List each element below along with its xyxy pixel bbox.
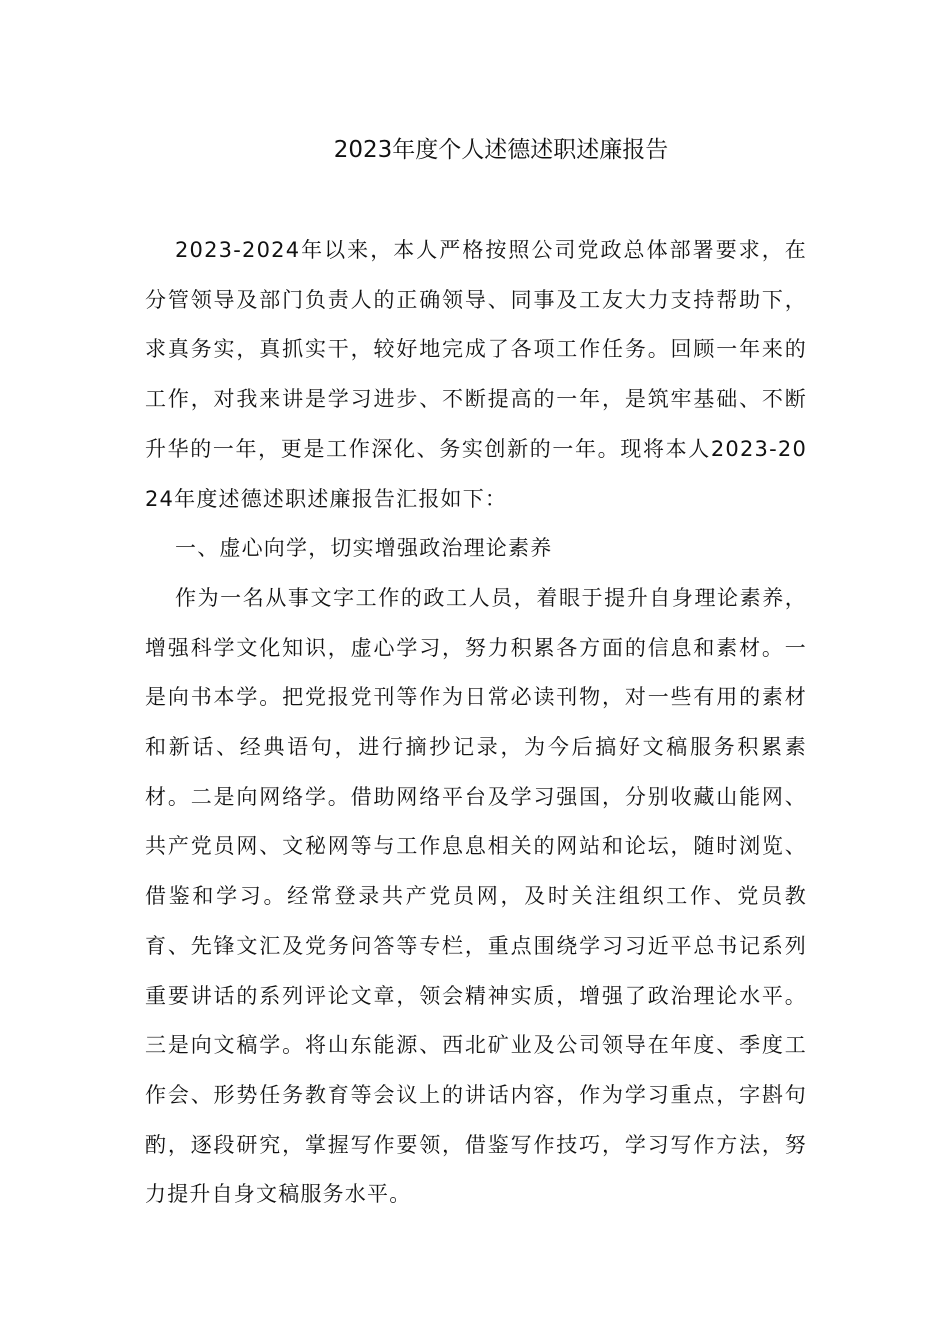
section-heading-1: 一、虚心向学，切实增强政治理论素养 [175, 536, 553, 561]
document-body [145, 226, 807, 1220]
section-1-paragraph: 作为一名从事文字工作的政工人员，着眼于提升自身理论素养，增强科学文化知识，虚心学习，努力积累各方面的信息和素材。一是向书本学。把党报党刊等作为日常必读刊物，对一些有用的素材和新话、经典语句，进行摘抄记录，为今后搞好文稿服务积累素材。二是向网络学。借助网络平台及学习强国，分别收藏山能网、共产党员网、文秘网等与工作息息相关的网站和论坛，随时浏览、借鉴和学习。经常登录共产党员网，及时关注组织工作、党员教育、先锋文汇及党务问答等专栏，重点围绕学习习近平总书记系列重要讲话的系列评论文章，领会精神实质，增强了政治理论水平。三是向文稿学。将山东能源、西北矿业及公司领导在年度、季度工作会、形势任务教育等会议上的讲话内容，作为学习重点，字斟句酌，逐段研究，掌握写作要领，借鉴写作技巧，学习写作方法，努力提升自身文稿服务水平。 [145, 585, 807, 1207]
intro-paragraph: 2023-2024年以来，本人严格按照公司党政总体部署要求，在分管领导及部门负责人的正确领导、同事及工友大力支持帮助下，求真务实，真抓实干，较好地完成了各项工作任务。回顾一年来的工作，对我来讲是学习进步、不断提高的一年，是筑牢基础、不断升华的一年，更是工作深化、务实创新的一年。现将本人2023-2024年度述德述职述廉报告汇报如下： [145, 238, 807, 511]
document-title: 2023年度个人述德述职述廉报告 [333, 137, 669, 163]
